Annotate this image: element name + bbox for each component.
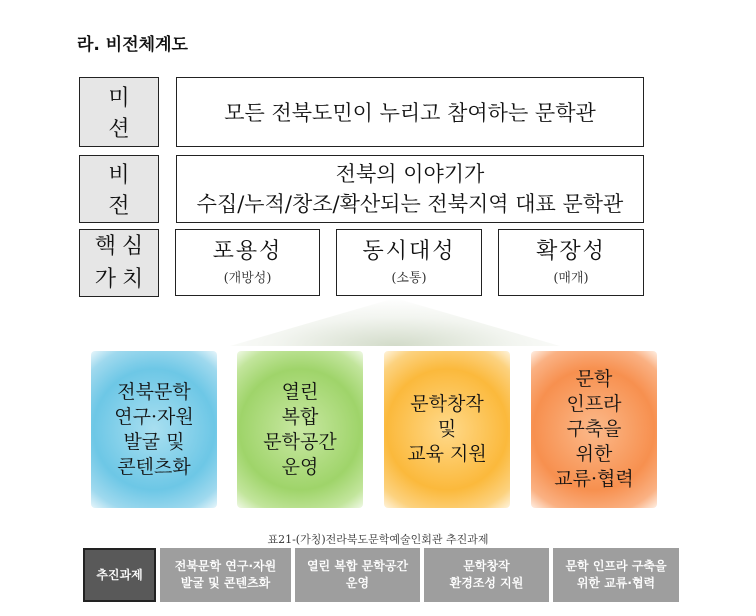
core-value-sub: (소통) [391,271,427,286]
core-value-contemporaneity [336,229,482,296]
core-value-title: 동시대성 [362,239,456,264]
mission-text: 모든 전북도민이 누리고 참여하는 문학관 [224,101,596,125]
core-value-sub: (매개) [553,271,589,286]
fan-connector-shape [230,298,560,346]
core-value-expandability [498,229,644,296]
table-head-cell: 추진과제 [83,548,156,602]
task-label: 문학창작 및 교육 지원 [407,393,487,465]
mission-label: 미 션 [79,77,159,147]
core-value-inclusiveness [175,229,320,296]
core-values-label [79,229,159,297]
task-label: 전북문학 연구·자원 발굴 및 콘텐츠화 [114,380,194,478]
vision-line-2: 수집/누적/창조/확산되는 전북지역 대표 문학관 [196,192,624,216]
section-heading: 라. 비전체계도 [77,35,188,55]
table-caption: 표21-(가칭)전라북도문학예술인회관 추진과제 [267,533,489,546]
mission-box [176,77,644,147]
table-cell: 문학창작 환경조성 지원 [424,548,549,602]
core-values-label-line-1: 핵심 [94,234,150,259]
task-label: 열린 복합 문학공간 운영 [263,380,337,478]
vision-box [176,155,644,223]
table-cell: 열린 복합 문학공간 운영 [295,548,420,602]
vision-line-1: 전북의 이야기가 [335,162,485,186]
core-value-sub: (개방성) [223,271,272,286]
core-value-title: 확장성 [536,239,606,264]
table-cell: 전북문학 연구·자원 발굴 및 콘텐츠화 [160,548,291,602]
task-label: 문학 인프라 구축을 위한 교류·협력 [554,368,634,490]
core-value-title: 포용성 [212,239,283,264]
task-box-creation [384,351,510,508]
task-box-space [237,351,363,508]
vision-label: 비 전 [79,155,159,223]
core-values-label-line-2: 가치 [94,267,150,292]
table-cell: 문학 인프라 구축을 위한 교류·협력 [553,548,679,602]
task-box-cooperation [531,351,657,508]
task-box-research [91,351,217,508]
